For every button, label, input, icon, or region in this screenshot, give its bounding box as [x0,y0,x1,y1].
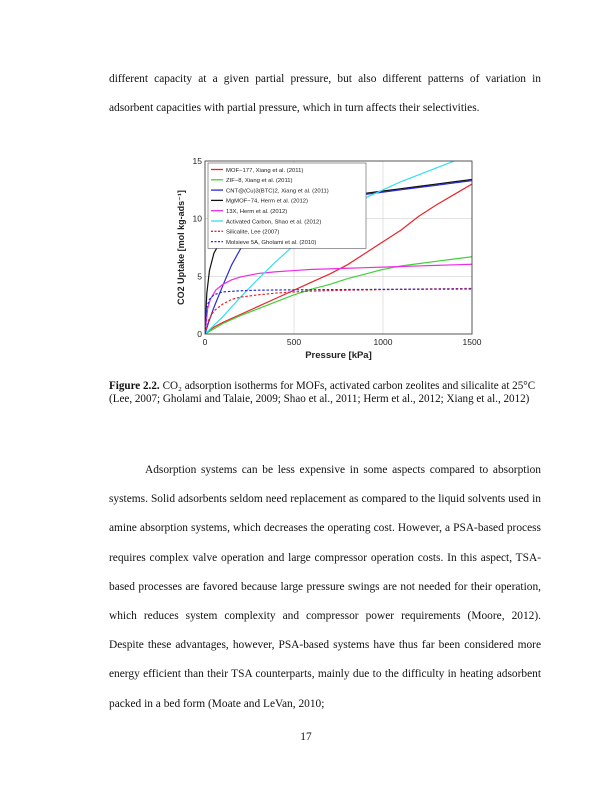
paragraph-2: Adsorption systems can be less expensive in some aspects compared to absorption systems. Solid adsorbents seldom need replacement as compared to the liquid solvents used in amine absorption systems, which decreases the operating cost. However, a PSA-based process requires complex valve operation and large compressor operation costs. In this aspect, TSA-based processes are favored because large pressure swings are not needed for their operation, which reduces system complexity and compressor power requirements (Moore, 2012). Despite these advantages, however, PSA-based systems have thus far been considered more energy efficient than their TSA counterparts, mainly due to the difficulty in heating adsorbent packed in a bed form (Moate and LeVan, 2010; [109,464,541,710]
page-number: 17 [300,731,312,743]
x-tick-label: 0 [202,337,208,347]
legend-label-8: Molsieve 5A, Gholami et al. (2010) [226,239,317,246]
y-tick-label: 15 [192,156,202,166]
legend-label-1: MOF−177, Xiang et al. (2011) [226,167,304,174]
x-tick-label: 1500 [462,337,482,347]
paragraph-1: different capacity at a given partial pressure, but also different patterns of variation in adsorbent capacities with partial pressure, which in turn affects their selectivities. [109,73,541,115]
x-tick-label: 1000 [373,337,393,347]
legend-label-3: CNT@(Cu)3(BTC)2, Xiang et al. (2011) [226,188,329,195]
figure-caption-text: CO₂ adsorption isotherms for MOFs, activated carbon zeolites and silicalite at 25°C (Lee, 2007; Gholami and Talaie, 2009; Shao et al., 2011; Herm et al., 2012; Xiang et al., 2012) [109,380,536,406]
y-axis-label: CO2 Uptake [mol kg-ads⁻¹] [176,190,186,305]
legend-label-2: ZIF−8, Xiang et al. (2011) [226,178,293,185]
figure-caption [109,380,541,407]
legend-label-4: MgMOF−74, Herm et al. (2012) [226,198,309,205]
x-tick-label: 500 [286,337,302,347]
co2-isotherm-chart [164,152,486,370]
legend-label-6: Activated Carbon, Shao et al. (2012) [226,219,322,226]
legend-label-7: Silicalite, Lee (2007) [226,229,280,236]
y-tick-label: 10 [192,213,202,224]
legend-label-5: 13X, Herm et al. (2012) [226,209,288,215]
y-tick-label: 0 [197,329,202,339]
x-axis-label: Pressure [kPa] [305,350,372,361]
y-tick-label: 5 [197,271,202,282]
figure-caption-label: Figure 2.2. [109,380,160,392]
